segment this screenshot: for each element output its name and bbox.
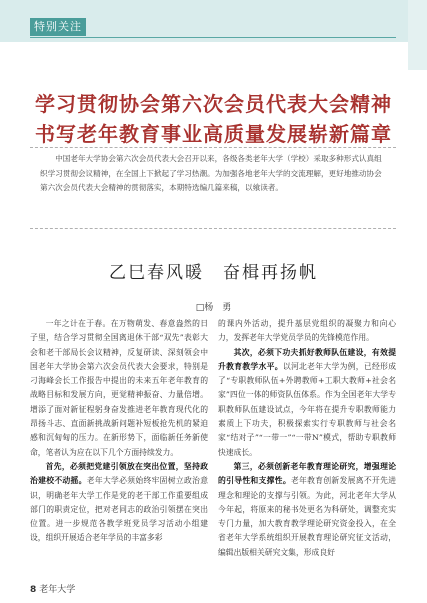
paragraph: 第三，必须创新老年教育理论研究，增强理论的引导性和支撑性。老年教育创新发展离不开先进理念和理论的支撑与引领。为此，河北老年大学从今年起，将原来的秘书处更名为科研处，调整充实专门力量，加大教育教学理论研究资金投入，在全省老年大学系统组织开展教育理论研究征文活动，编辑出版相关研究文集，形成良好 [218,461,397,557]
main-title-line-1: 学习贯彻协会第六次会员代表大会精神 [35,92,392,116]
author-byline: □杨 勇 [195,303,232,313]
section-badge: 特别关注 [30,18,86,36]
paragraph: 首先，必须把党建引领放在突出位置，坚持政治建校不动摇。老年大学必须始终牢固树立政治意识，明确老年大学工作是党的老干部工作重要组成部门的职责定位，把对老同志的政治引领摆在突出位置。进一步规范各教学班党员学习活动小组建设，组织开展适合老年学员的丰富多彩 [30,461,208,543]
corner-decoration [408,0,427,70]
page-number: 8 [30,585,37,595]
paragraph: 的课内外活动，提升基层党组织的凝聚力和向心力，发挥老年大学党员学员的先锋模范作用。 [218,319,396,343]
journal-name: 老年大学 [39,585,76,595]
intro-text: 中国老年大学协会第六次会员代表大会召开以来，各级各类老年大学（学校）采取多种形式认真组织学习贯彻会议精神，在全国上下掀起了学习热潮。为加强各地老年大学的交流理解，更好地推动协会第六次会员代表大会精神的贯彻落实，本期特选编几篇来稿，以飨读者。 [40,154,382,192]
main-title-line-2: 书写老年教育事业高质量发展崭新篇章 [35,122,392,146]
page-footer [30,582,75,595]
header-rule [30,37,396,38]
article-title: 乙巳春风暖 奋楫再扬帆 [109,263,318,283]
body-column-right [218,317,396,560]
body-column-left [30,317,208,546]
paragraph: 其次，必须下功夫抓好教师队伍建设，有效提升教育教学水平。以河北老年大学为例，已经形成了“专职教师队伍+外聘教师+工职大教师+社会名家”四位一体的师资队伍体系。作为全国老年大学专职教师队伍建设试点，今年将在提升专职教师能力素质上下功夫，积极探索实行专职教师与社会名家“结对子”“一带一”“一带N”模式，帮助专职教师快速成长。 [218,347,397,457]
paragraph: 一年之计在于春。在万物萌发、春意盎然的日子里，结合学习贯彻全国离退休干部“双先”表彰大会和老干部局长会议精神，反复研读、深刻领会中国老年大学协会第六次会员代表大会要求，特别是刁海峰会长工作报告中提出的未来五年老年教育的战略目标和发展方向，更觉精神振奋、力量倍增。增添了面对新征程躬身奋发推进老年教育现代化的昂扬斗志、直面新挑战新问题补短板抢先机的紧迫感和沉甸甸的压力。在新形势下，面临新任务新使命，笔者认为应在以下几个方面持续发力。 [30,319,208,457]
